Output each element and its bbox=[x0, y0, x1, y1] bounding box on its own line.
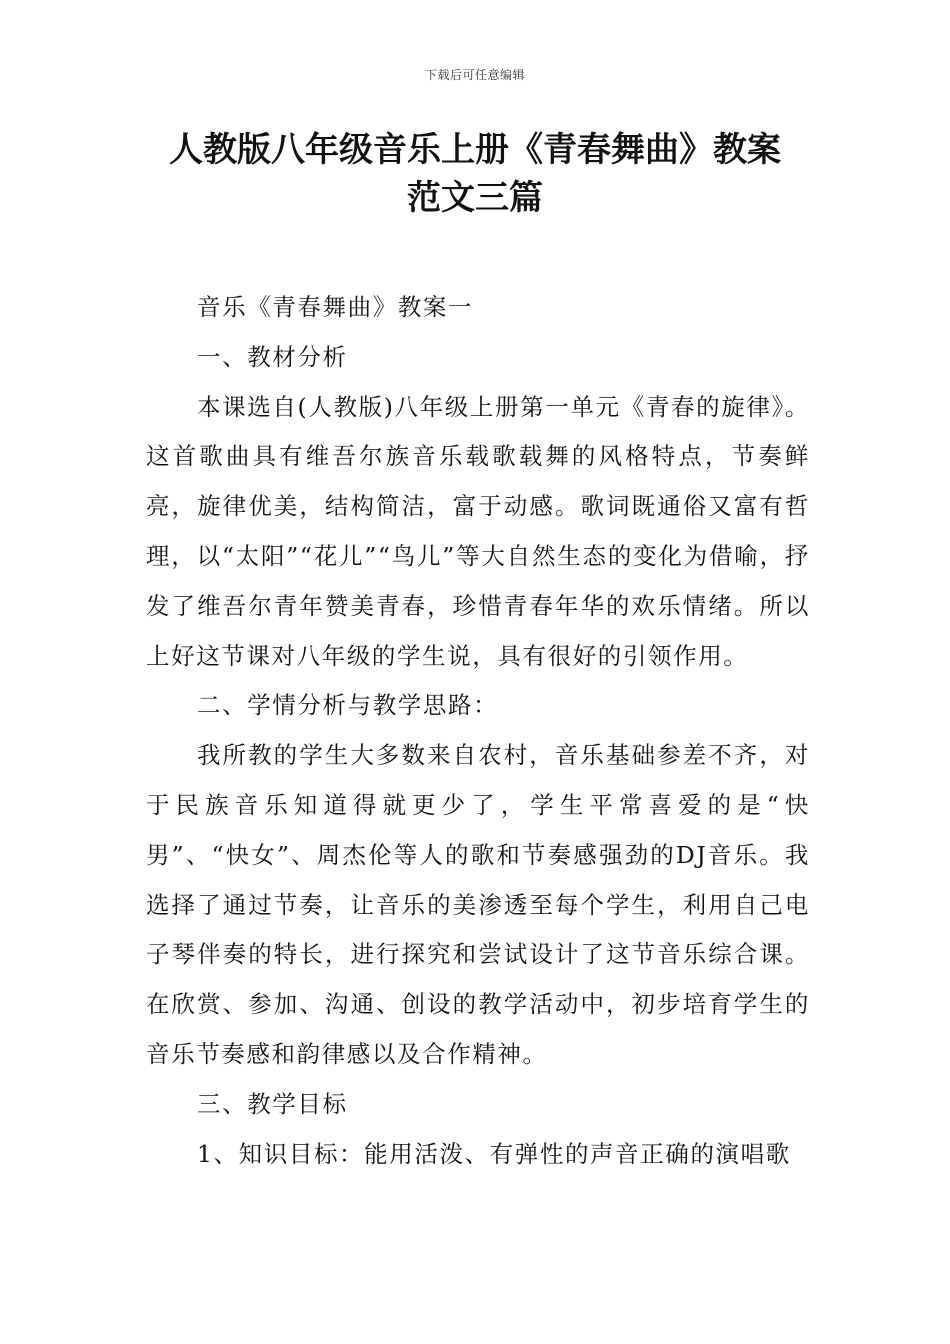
title-line-1: 人教版八年级音乐上册《青春舞曲》教案 bbox=[169, 130, 781, 170]
document-title bbox=[0, 126, 950, 222]
section-heading-teaching-goals: 三、教学目标 bbox=[197, 1089, 348, 1118]
paragraph-student-analysis: 我所教的学生大多数来自农村，音乐基础参差不齐，对于民族音乐知道得就更少了，学生平常喜爱的是“快男”、“快女”、周杰伦等人的歌和节奏感强劲的DJ音乐。我选择了通过节奏，让音乐的美渗透至每个学生，利用自己电子琴伴奏的特长，进行探究和尝试设计了这节音乐综合课。在欣赏、参加、沟通、创设的教学活动中，初步培育学生的音乐节奏感和韵律感以及合作精神。 bbox=[146, 741, 810, 1068]
paragraph-material-analysis: 本课选自(人教版)八年级上册第一单元《青春的旋律》。这首歌曲具有维吾尔族音乐载歌载舞的风格特点，节奏鲜亮，旋律优美，结构简洁，富于动感。歌词既通俗又富有哲理，以“太阳”“花儿”“鸟儿”等大自然生态的变化为借喻，抒发了维吾尔青年赞美青春，珍惜青春年华的欢乐情绪。所以上好这节课对八年级的学生说，具有很好的引领作用。 bbox=[146, 392, 810, 670]
section-heading-material-analysis: 一、教材分析 bbox=[197, 342, 348, 371]
section-heading-student-analysis: 二、学情分析与教学思路： bbox=[197, 691, 499, 720]
paragraph-knowledge-goal: 1、知识目标：能用活泼、有弹性的声音正确的演唱歌 bbox=[197, 1139, 791, 1168]
header-note: 下载后可任意编辑 bbox=[424, 68, 525, 82]
title-line-2: 范文三篇 bbox=[407, 178, 543, 218]
section-heading-lesson-one: 音乐《青春舞曲》教案一 bbox=[197, 293, 474, 321]
document-body bbox=[146, 283, 810, 1179]
